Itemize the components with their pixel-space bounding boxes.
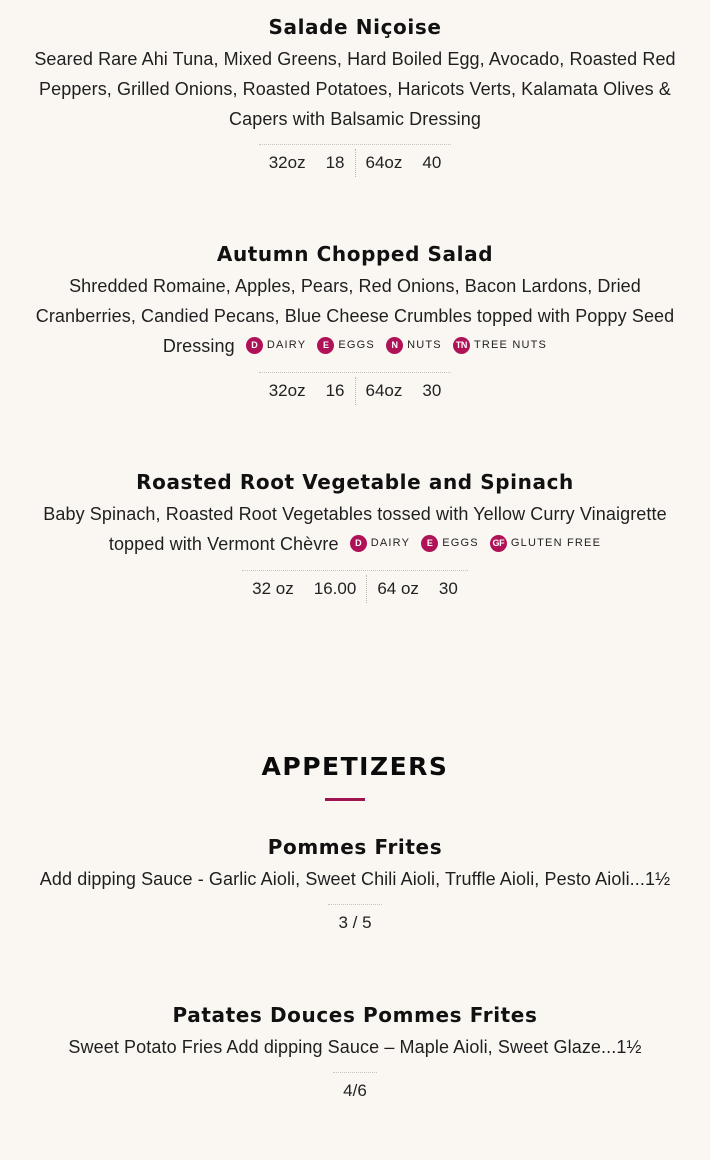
allergen-nuts	[386, 330, 442, 360]
section-title-appetizers: APPETIZERS	[261, 752, 449, 781]
allergen-label: DAIRY	[266, 339, 307, 352]
allergen-tree-nuts	[453, 330, 547, 360]
price-option	[259, 149, 355, 177]
size-label: 64oz	[365, 381, 403, 401]
price-option	[242, 575, 366, 603]
price-row	[328, 904, 381, 937]
price-value: 16	[325, 381, 345, 401]
menu-item-roasted-root-vegetable	[0, 469, 710, 603]
item-description-text: Baby Spinach, Roasted Root Vegetables tossed with Yellow Curry Vinaigrette topped with Vermont Chèvre	[43, 504, 667, 554]
item-description	[10, 1032, 700, 1062]
price-value: 4/6	[343, 1081, 367, 1100]
eggs-icon: E	[421, 535, 438, 552]
size-label: 64 oz	[377, 579, 419, 599]
allergen-label: EGGS	[442, 537, 479, 550]
price-value: 16.00	[313, 579, 357, 599]
allergen-label: EGGS	[338, 339, 375, 352]
menu-item-autumn-chopped-salad	[0, 241, 710, 405]
allergen-gluten-free	[490, 528, 601, 558]
price-value: 30	[438, 579, 458, 599]
gluten-free-icon: GF	[490, 535, 507, 552]
price-option	[259, 377, 355, 405]
allergen-dairy	[350, 528, 410, 558]
item-title: Salade Niçoise	[268, 15, 442, 39]
item-title: Autumn Chopped Salad	[216, 242, 494, 266]
menu-item-pommes-frites	[0, 834, 710, 937]
section-divider	[325, 798, 365, 801]
price-option	[355, 377, 452, 405]
price-value: 3 / 5	[338, 913, 372, 932]
price-option	[366, 575, 468, 603]
menu-item-salade-nicoise	[0, 14, 710, 177]
allergen-eggs	[421, 528, 479, 558]
eggs-icon: E	[317, 337, 334, 354]
item-description	[25, 44, 685, 134]
menu-item-patates-douces	[0, 1002, 710, 1105]
item-description	[10, 864, 700, 894]
price-row	[333, 1072, 377, 1105]
size-label: 32oz	[268, 153, 306, 172]
allergen-label: GLUTEN FREE	[510, 537, 602, 550]
price-option	[355, 149, 452, 177]
price-row	[242, 570, 468, 603]
size-label: 32 oz	[252, 579, 294, 599]
price-row	[259, 144, 452, 177]
price-value: 40	[422, 153, 442, 172]
item-description	[25, 499, 685, 560]
price-value: 30	[422, 381, 442, 401]
size-label: 32oz	[268, 381, 306, 401]
item-description-text: Seared Rare Ahi Tuna, Mixed Greens, Hard Boiled Egg, Avocado, Roasted Red Peppers, Grilled Onions, Roasted Potatoes, Haricots Verts, Kalamata Olives & Capers with Balsamic Dressing	[34, 49, 676, 129]
item-description-text: Shredded Romaine, Apples, Pears, Red Onions, Bacon Lardons, Dried Cranberries, Candied Pecans, Blue Cheese Crumbles topped with Poppy Seed Dressing	[35, 276, 675, 356]
allergen-label: DAIRY	[370, 537, 411, 550]
item-title: Pommes Frites	[267, 835, 443, 859]
allergen-label: NUTS	[407, 339, 442, 352]
tree-nuts-icon: TN	[453, 337, 470, 354]
dairy-icon: D	[350, 535, 367, 552]
nuts-icon: N	[386, 337, 403, 354]
allergen-eggs	[317, 330, 375, 360]
allergen-dairy	[246, 330, 306, 360]
price-row	[259, 372, 452, 405]
price-value: 18	[325, 153, 345, 172]
item-title: Patates Douces Pommes Frites	[172, 1003, 538, 1027]
item-title: Roasted Root Vegetable and Spinach	[136, 470, 574, 494]
allergen-label: TREE NUTS	[473, 339, 548, 352]
size-label: 64oz	[365, 153, 403, 172]
item-description	[25, 271, 685, 362]
item-description-text: Add dipping Sauce - Garlic Aioli, Sweet Chili Aioli, Truffle Aioli, Pesto Aioli...1½	[39, 869, 671, 889]
dairy-icon: D	[246, 337, 263, 354]
item-description-text: Sweet Potato Fries Add dipping Sauce – Maple Aioli, Sweet Glaze...1½	[68, 1037, 642, 1057]
